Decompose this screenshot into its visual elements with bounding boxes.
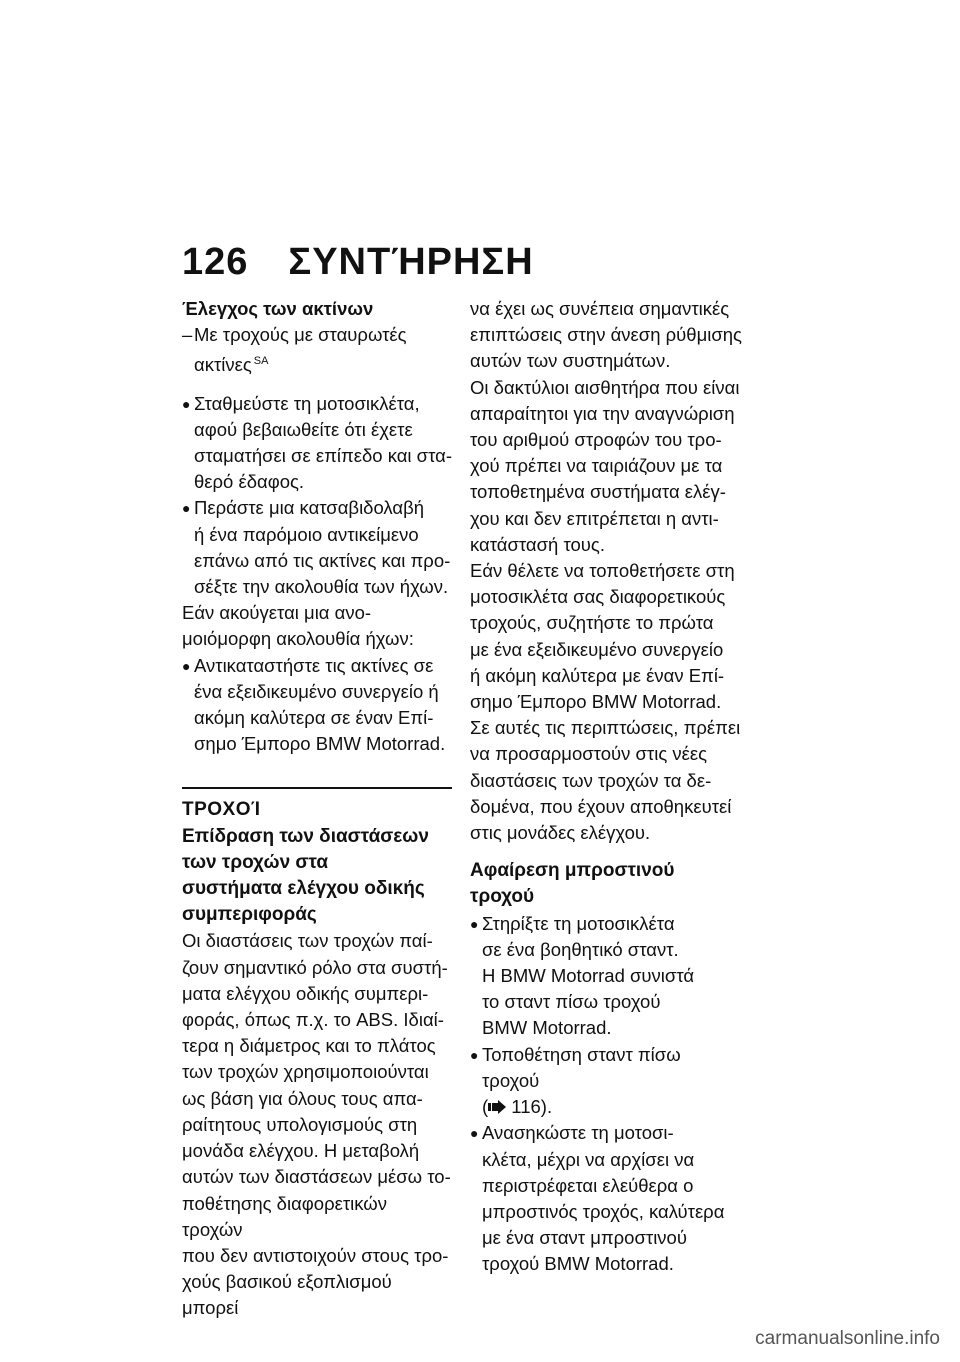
text-line: Σε αυτές τις περιπτώσεις, πρέπει	[470, 717, 741, 739]
text-line: σταματήσει σε επίπεδο και στα-	[194, 445, 452, 467]
text-line: Περάστε μια κατσαβιδολαβή	[194, 497, 425, 519]
text-line: δομένα, που έχουν αποθηκευτεί	[470, 795, 732, 817]
text-line: ένα εξειδικευμένο συνεργείο ή	[194, 680, 439, 702]
text-line: ματα ελέγχου οδικής συμπερι-	[182, 982, 429, 1004]
text-line: Αντικαταστήστε τις ακτίνες σε	[194, 654, 434, 676]
text-line: μπροστινός τροχός, καλύτερα	[482, 1200, 725, 1222]
text-line: Οι δακτύλιοι αισθητήρα που είναι	[470, 376, 740, 398]
text-line: (	[482, 1096, 489, 1118]
text-line: Εάν θέλετε να τοποθετήσετε στη	[470, 560, 735, 582]
paragraph-adjust-data	[470, 715, 742, 846]
chapter-title: ΣΥΝΤΉΡΗΣΗ	[288, 241, 534, 283]
list-item-mount-stand	[470, 1042, 742, 1121]
condition-line-1: Με τροχούς με σταυρωτές	[194, 324, 407, 346]
bullet-icon: ●	[470, 1046, 479, 1063]
text-line: Επίδραση των διαστάσεων	[182, 825, 429, 847]
text-line: επιπτώσεις στην άνεση ρύθμισης	[470, 324, 742, 346]
text-line: να έχει ως συνέπεια σημαντικές	[470, 298, 730, 319]
list-item-lift-bike	[470, 1120, 742, 1277]
watermark: carmanualsonline.info	[755, 1328, 940, 1349]
text-line: σημο Έμπορο BMW Motorrad.	[470, 691, 722, 713]
condition-line-2: ακτίνες	[194, 354, 252, 376]
text-line: του αριθμού στροφών του τρο-	[470, 429, 722, 451]
text-line: Οι διαστάσεις των τροχών παί-	[182, 930, 433, 952]
text-line: ως βάση για όλους τους απα-	[182, 1087, 423, 1109]
left-column	[182, 296, 452, 1322]
paragraph-comfort	[470, 296, 742, 375]
text-line: τροχούς, συζητήστε το πρώτα	[470, 612, 714, 634]
text-line: αυτών των διαστάσεων μέσω το-	[182, 1166, 451, 1188]
heading-wheel-size-influence	[182, 824, 452, 929]
bullet-icon: ●	[182, 657, 191, 674]
text-line: σε ένα βοηθητικό σταντ.	[482, 938, 679, 960]
text-line: Αφαίρεση μπροστινού	[470, 860, 675, 882]
page-reference-arrow-icon[interactable]	[488, 1095, 506, 1109]
page-header	[182, 240, 802, 284]
paragraph-different-wheels	[470, 558, 742, 715]
text-line: με ένα σταντ μπροστινού	[482, 1227, 687, 1249]
heading-spoke-check: Έλεγχος των ακτίνων	[182, 298, 374, 319]
text-line: ζουν σημαντικό ρόλο στα συστή-	[182, 956, 448, 978]
list-item-park	[182, 391, 452, 496]
text-line: φοράς, όπως π.χ. το ABS. Ιδιαί-	[182, 1009, 444, 1031]
text-line: κλέτα, μέχρι να αρχίσει να	[482, 1148, 695, 1170]
text-line: στις μονάδες ελέγχου.	[470, 822, 651, 844]
page-number: 126	[182, 241, 249, 283]
text-line: ποθέτησης διαφορετικών τροχών	[182, 1192, 387, 1240]
text-line: που δεν αντιστοιχούν στους τρο-	[182, 1244, 449, 1266]
text-line: ακόμη καλύτερα σε έναν Επί-	[194, 707, 434, 729]
text-line: μονάδα ελέγχου. Η μεταβολή	[182, 1140, 420, 1162]
text-line: μοιόμορφη ακολουθία ήχων:	[182, 628, 414, 650]
text-line: χούς βασικού εξοπλισμού μπορεί	[182, 1271, 392, 1319]
section-title-wheels: ΤΡΟΧΟΊ	[182, 799, 261, 821]
page-reference[interactable]: 116).	[506, 1096, 553, 1118]
bullet-icon: ●	[182, 395, 191, 412]
text-line: συστήματα ελέγχου οδικής	[182, 878, 425, 900]
text-line: σέξτε την ακολουθία των ήχων.	[194, 576, 449, 598]
text-line: χου και δεν επιτρέπεται η αντι-	[470, 507, 719, 529]
text-line: σημο Έμπορο BMW Motorrad.	[194, 733, 446, 755]
text-line: ή ακόμη καλύτερα με έναν Επί-	[470, 664, 725, 686]
text-line: Τοποθέτηση σταντ πίσω τροχού	[482, 1043, 681, 1091]
list-item-replace-spokes	[182, 653, 452, 758]
list-item-screwdriver	[182, 495, 452, 600]
text-line: Στηρίξτε τη μοτοσικλέτα	[482, 912, 675, 934]
bullet-icon: ●	[470, 915, 479, 932]
bullet-icon: ●	[182, 500, 191, 517]
heading-remove-front-wheel	[470, 858, 742, 910]
text-line: συμπεριφοράς	[182, 904, 317, 926]
condition-dash-item	[182, 322, 452, 378]
text-line: περιστρέφεται ελεύθερα ο	[482, 1174, 694, 1196]
text-line: διαστάσεις των τροχών τα δε-	[470, 769, 712, 791]
paragraph-wheel-dimensions	[182, 928, 452, 1321]
text-line: Εάν ακούγεται μια ανο-	[182, 602, 372, 624]
text-line: με ένα εξειδικευμένο συνεργείο	[470, 638, 724, 660]
section-divider	[182, 787, 452, 789]
text-line: ραίτητους υπολογισμούς στη	[182, 1113, 418, 1135]
text-line: ή ένα παρόμοιο αντικείμενο	[194, 523, 419, 545]
text-line: BMW Motorrad.	[482, 1017, 612, 1039]
text-line: αυτών των συστημάτων.	[470, 350, 671, 372]
text-line: επάνω από τις ακτίνες και προ-	[194, 549, 451, 571]
bullet-icon: ●	[470, 1125, 479, 1142]
text-line: των τροχών χρησιμοποιούνται	[182, 1061, 429, 1083]
text-line: μοτοσικλέτα σας διαφορετικούς	[470, 586, 726, 608]
right-column	[470, 296, 742, 1278]
text-line: τερα η διάμετρος και το πλάτος	[182, 1035, 436, 1057]
text-line: τροχού BMW Motorrad.	[482, 1253, 674, 1275]
text-line: Η BMW Motorrad συνιστά	[482, 965, 695, 987]
dash-marker: –	[182, 324, 193, 346]
text-line: χού πρέπει να ταιριάζουν με τα	[470, 455, 723, 477]
text-line: Ανασηκώστε τη μοτοσι-	[482, 1122, 674, 1144]
text-line: τοποθετημένα συστήματα ελέγ-	[470, 481, 726, 503]
option-sa-superscript: SA	[253, 355, 269, 368]
text-line: τροχού	[470, 886, 535, 908]
text-line: το σταντ πίσω τροχού	[482, 991, 661, 1013]
text-line: Σταθμεύστε τη μοτοσικλέτα,	[194, 392, 420, 414]
text-line: κατάστασή τους.	[470, 533, 605, 555]
text-line: των τροχών στα	[182, 851, 329, 873]
list-item-support-bike	[470, 911, 742, 1042]
text-line: απαραίτητοι για την αναγνώριση	[470, 402, 735, 424]
paragraph-uneven-sound	[182, 600, 452, 652]
text-line: θερό έδαφος.	[194, 471, 305, 493]
text-line: να προσαρμοστούν στις νέες	[470, 743, 708, 765]
text-line: αφού βεβαιωθείτε ότι έχετε	[194, 418, 413, 440]
paragraph-sensor-rings	[470, 375, 742, 558]
